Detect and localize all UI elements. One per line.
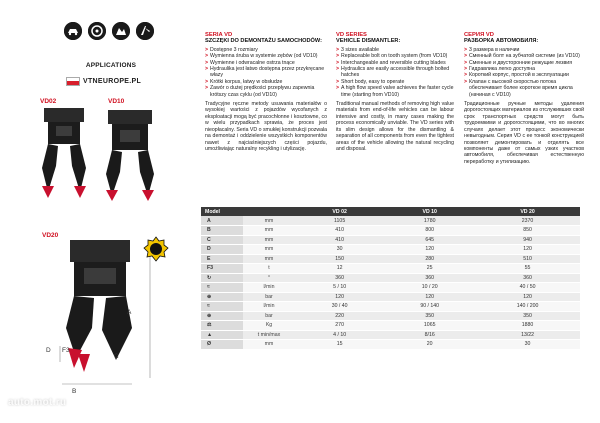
en-subtitle: VEHICLE DISMANTLER: [336, 38, 401, 45]
list-item: > Сменные и двусторонние режущие лезвия [464, 60, 584, 66]
column-russian [464, 32, 584, 165]
table-row [201, 245, 580, 255]
dim-b-label: B [72, 388, 77, 395]
cell-value: 150 [295, 254, 384, 264]
row-label: E [201, 254, 243, 264]
cell-value: 13/22 [475, 330, 580, 340]
table-row [201, 311, 580, 321]
list-item: > A high flow speed valve achieves the faster cycle time (starting from VD10) [336, 85, 454, 98]
cell-value: 360 [295, 273, 384, 283]
cell-value: 40 / 50 [475, 283, 580, 293]
cell-value: 8/16 [384, 330, 475, 340]
cell-value: 1780 [384, 216, 475, 226]
row-unit: ° [243, 273, 295, 283]
row-label: B [201, 226, 243, 236]
cell-value: 140 / 200 [475, 302, 580, 312]
cell-value: 510 [475, 254, 580, 264]
cell-value: 120 [295, 292, 384, 302]
vd10-product-image [100, 108, 160, 203]
row-label: ↻ [201, 273, 243, 283]
dim-d-label: D [46, 347, 51, 354]
table-header-row [201, 207, 580, 216]
row-unit: mm [243, 216, 295, 226]
list-item: > Hydraulika jest łatwo dostępna przez przykręcane włazy [205, 66, 327, 79]
list-item: > 3 размера в наличии [464, 47, 584, 53]
tyre-icon [88, 22, 106, 40]
table-row [201, 254, 580, 264]
row-label: ≈ [201, 283, 243, 293]
poland-flag-icon [66, 77, 80, 86]
cell-value: 5 / 10 [295, 283, 384, 293]
row-label: A [201, 216, 243, 226]
speed-valve-badge-icon [143, 236, 169, 262]
vd20-product-image [40, 238, 170, 398]
dim-f3-label: F3 [62, 347, 70, 354]
table-row [201, 216, 580, 226]
brand-text: VTNEUROPE.PL [83, 77, 142, 85]
cell-value: 2370 [475, 216, 580, 226]
cell-value: 940 [475, 235, 580, 245]
cell-value: 120 [384, 292, 475, 302]
pl-title: SERIA VD [205, 32, 233, 38]
row-label: F3 [201, 264, 243, 274]
header-vd10: VD 10 [384, 207, 475, 216]
header-vd02: VD 02 [295, 207, 384, 216]
cell-value: 90 / 140 [384, 302, 475, 312]
cell-value: 410 [295, 235, 384, 245]
dim-c-label: C [114, 353, 119, 360]
list-item: > Krótki korpus, łatwy w obsłudze [205, 79, 327, 85]
table-row [201, 330, 580, 340]
row-unit: bar [243, 311, 295, 321]
list-item: > Wymienna śruba w systemie zębów (od VD10) [205, 53, 327, 59]
model-label-vd10: VD10 [108, 98, 125, 105]
cell-value: 280 [384, 254, 475, 264]
cell-value: 1880 [475, 321, 580, 331]
list-item: > Сменный болт на зубчатой системе (из VD10) [464, 53, 584, 59]
table-row [201, 273, 580, 283]
cell-value: 270 [295, 321, 384, 331]
spec-table [201, 207, 580, 350]
list-item: > Wymienne i odwracalne ostrza tnące [205, 60, 327, 66]
list-item: > Replaceable bolt on tooth system (from VD10) [336, 53, 454, 59]
row-label: D [201, 245, 243, 255]
table-row [201, 302, 580, 312]
table-row [201, 235, 580, 245]
table-row [201, 292, 580, 302]
cell-value: 120 [384, 245, 475, 255]
row-unit: l/min [243, 302, 295, 312]
cell-value: 120 [475, 292, 580, 302]
car-recycling-icon [64, 22, 82, 40]
row-label: ≈ [201, 302, 243, 312]
cell-value: 10 / 20 [384, 283, 475, 293]
dim-a-label: A [127, 309, 132, 316]
list-item: > 3 sizes available [336, 47, 454, 53]
cell-value: 30 / 40 [295, 302, 384, 312]
en-title: VD SERIES [336, 32, 367, 38]
cell-value: 55 [475, 264, 580, 274]
row-unit: bar [243, 292, 295, 302]
row-label: ▲ [201, 330, 243, 340]
cell-value: 800 [384, 226, 475, 236]
cell-value: 350 [384, 311, 475, 321]
header-model: Model [201, 207, 243, 216]
list-item: > Клапан с высокой скоростью потока обеспечивает более короткое время цикла (начиная с VD10) [464, 79, 584, 98]
row-unit: mm [243, 235, 295, 245]
list-item: > Hydraulics are easily accessible through bolted hatches [336, 66, 454, 79]
row-label: ⚖ [201, 321, 243, 331]
model-label-vd02: VD02 [40, 98, 57, 105]
vd02-product-image [34, 106, 94, 201]
cell-value: 850 [475, 226, 580, 236]
row-unit: l/min [243, 283, 295, 293]
list-item: > Dostępne 3 rozmiary [205, 47, 327, 53]
row-unit: mm [243, 245, 295, 255]
applications-section [56, 22, 166, 69]
scrap-icon [112, 22, 130, 40]
header-vd20: VD 20 [475, 207, 580, 216]
row-unit: Kg [243, 321, 295, 331]
table-row [201, 321, 580, 331]
applications-label: APPLICATIONS [85, 62, 137, 69]
cell-value: 12 [295, 264, 384, 274]
pl-bullets [205, 47, 327, 98]
row-unit: mm [243, 340, 295, 350]
column-polish [205, 32, 327, 152]
cell-value: 30 [295, 245, 384, 255]
table-row [201, 283, 580, 293]
table-row [201, 226, 580, 236]
cell-value: 350 [475, 311, 580, 321]
cell-value: 360 [384, 273, 475, 283]
cell-value: 1065 [384, 321, 475, 331]
row-unit: mm [243, 226, 295, 236]
cell-value: 220 [295, 311, 384, 321]
row-label: C [201, 235, 243, 245]
demolition-icon [136, 22, 154, 40]
list-item: > Zawór o dużej prędkości przepływu zapewnia krótszy czas cyklu (od VD10) [205, 85, 327, 98]
cell-value: 360 [475, 273, 580, 283]
row-label: ⊕ [201, 292, 243, 302]
list-item: > Interchangeable and reversible cutting blades [336, 60, 454, 66]
cell-value: 4 / 10 [295, 330, 384, 340]
pl-subtitle: SZCZĘKI DO DEMONTAŻU SAMOCHODÓW: [205, 38, 322, 45]
pl-paragraph: Tradycyjne ręczne metody usuwania materiałów o wysokiej wartości z pojazdów wycofanych z eksploatacji mogą być pracochłonne i kosztowne, co w wielu przypadkach sprawia, że proces jest nieopłacalny. Seria VD o smukłej konstrukcji pozwala na demontaż i oddzielenie wszystkich komponentów nawet z najciaśniejszych części pojazdu, umożliwiając naturalny recykling i utylizację. [205, 101, 327, 152]
model-label-vd20: VD20 [42, 232, 59, 239]
list-item: > Short body, easy to operate [336, 79, 454, 85]
en-bullets [336, 47, 454, 98]
header-unit [243, 207, 295, 216]
row-unit: t min/max [243, 330, 295, 340]
row-unit: t [243, 264, 295, 274]
ru-paragraph: Традиционные ручные методы удаления дорогостоящих материалов из отслуживших свой срок транспортных средств могут быть трудоемкими и дорогостоящими, что во многих случаях делает этот процесс экономически невыгодным. Серия VD с ее тонкой конструкцией позволяет демонтировать и отделять все компоненты даже от самых узких участков автомобиля, обеспечивая естественную переработку и утилизацию. [464, 101, 584, 165]
table-row [201, 264, 580, 274]
cell-value: 15 [295, 340, 384, 350]
ru-bullets [464, 47, 584, 98]
cell-value: 30 [475, 340, 580, 350]
en-paragraph: Traditional manual methods of removing high value materials from end-of-life vehicles can be labour intensive and costly, in many cases making the process economically unviable. The VD series with its slim design allows for the dismantling & separation of all components from even the tightest areas of the vehicle allowing the natural recycling and disposal. [336, 101, 454, 152]
ru-title: СЕРИЯ VD [464, 32, 494, 38]
list-item: > Гидравлика легко доступна [464, 66, 584, 72]
cell-value: 20 [384, 340, 475, 350]
list-item: > Короткий корпус, простой в эксплуатации [464, 72, 584, 78]
cell-value: 645 [384, 235, 475, 245]
brand [66, 76, 141, 86]
row-label: Ø [201, 340, 243, 350]
table-row [201, 340, 580, 350]
cell-value: 25 [384, 264, 475, 274]
row-label: ⊕ [201, 311, 243, 321]
cell-value: 120 [475, 245, 580, 255]
cell-value: 1105 [295, 216, 384, 226]
watermark: auto.mot.ru [8, 397, 67, 408]
column-english [336, 32, 454, 152]
row-unit: mm [243, 254, 295, 264]
cell-value: 410 [295, 226, 384, 236]
ru-subtitle: РАЗБОРКА АВТОМОБИЛЯ: [464, 38, 539, 45]
